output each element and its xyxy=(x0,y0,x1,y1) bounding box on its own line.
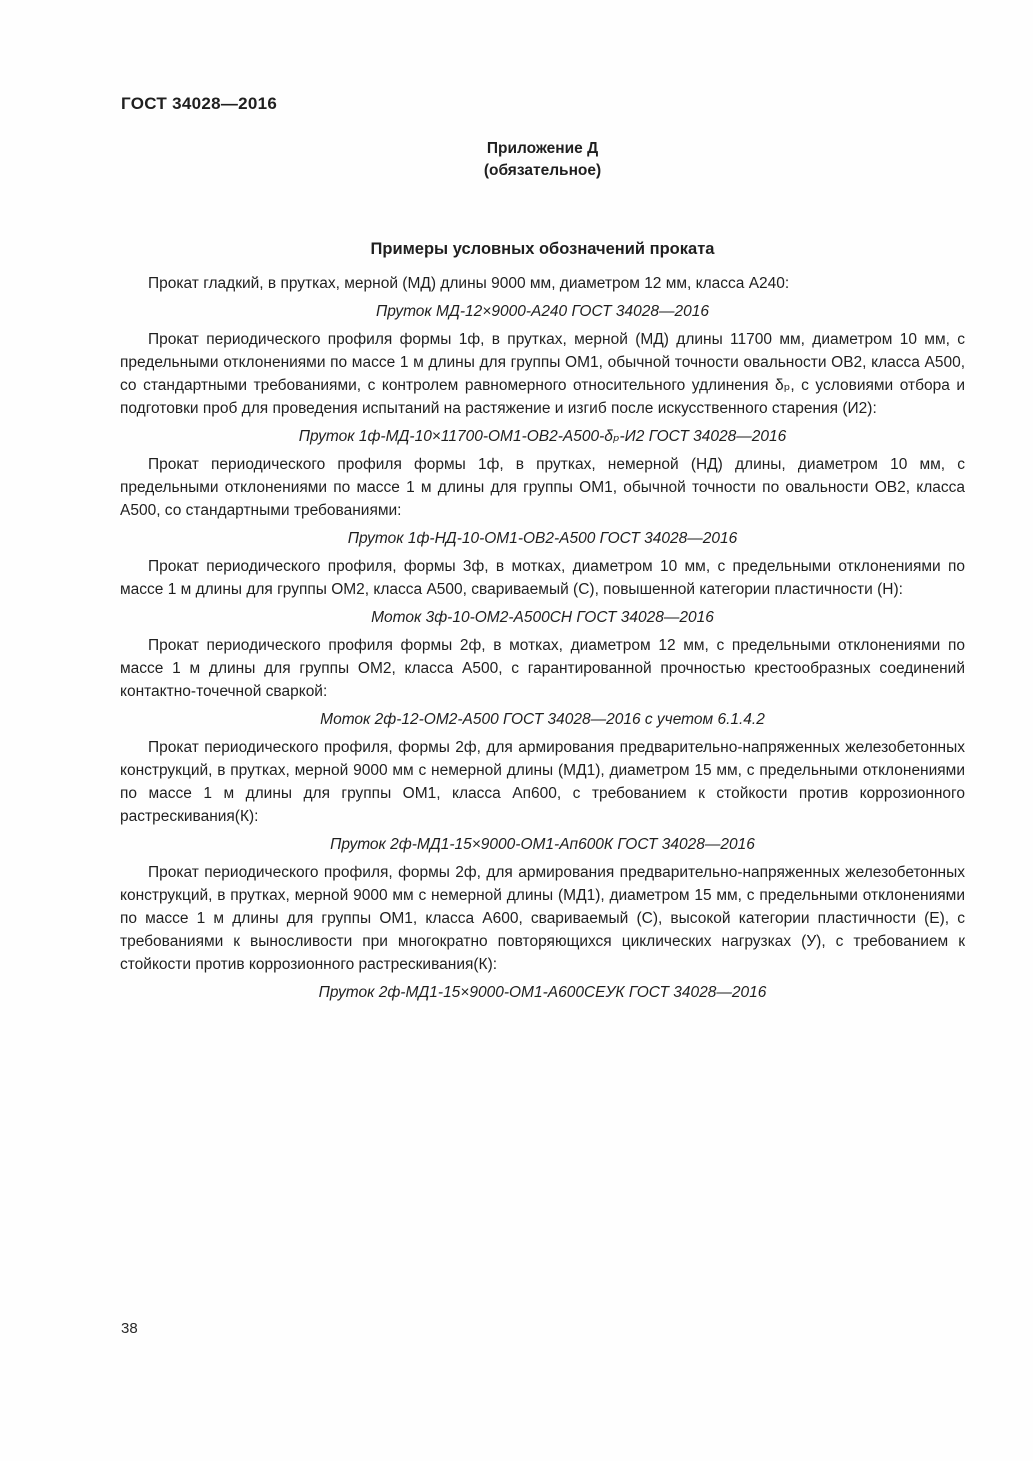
entry-3-description: Прокат периодического профиля формы 1ф, в прутках, немерной (НД) длины, диаметром 10 мм, с предельными отклонениями по массе 1 м длины для группы ОМ1, обычной точности по овальности ОВ2, класса А500, со стандартными требованиями: xyxy=(120,456,965,519)
doc-number: ГОСТ 34028—2016 xyxy=(121,94,278,113)
entry-4-designation: Моток 3ф-10-ОМ2-А500СН ГОСТ 34028—2016 xyxy=(371,609,714,626)
entry-4-description: Прокат периодического профиля, формы 3ф, в мотках, диаметром 10 мм, с предельными отклонениями по массе 1 м длины для группы ОМ2, класса А500, свариваемый (С), повышенной категории пластичности (Н): xyxy=(120,558,965,598)
page-title: Примеры условных обозначений проката xyxy=(370,240,715,258)
entry-2-description: Прокат периодического профиля формы 1ф, в прутках, мерной (МД) длины 11700 мм, диаметром 10 мм, с предельными отклонениями по массе 1 м длины для группы ОМ1, обычной точности овальности ОВ2, класса А500, со стандартными требованиями, с контролем равномерного относительного удлинения δₚ, с условиями отбора и подготовки проб для проведения испытаний на растяжение и изгиб после искусственного старения (И2): xyxy=(120,331,965,417)
entry-1-designation: Пруток МД-12×9000-А240 ГОСТ 34028—2016 xyxy=(375,303,709,320)
entry-5-description: Прокат периодического профиля формы 2ф, в мотках, диаметром 12 мм, с предельными отклонениями по массе 1 м длины для группы ОМ2, класса А500, с гарантированной прочностью крестообразных соединений контактно-точечной сваркой: xyxy=(120,637,965,700)
entry-5-designation: Моток 2ф-12-ОМ2-А500 ГОСТ 34028—2016 с учетом 6.1.4.2 xyxy=(320,711,765,728)
appendix-heading xyxy=(120,138,965,182)
designation-examples xyxy=(120,272,965,1004)
entry-7-designation: Пруток 2ф-МД1-15×9000-ОМ1-А600СЕУК ГОСТ 34028—2016 xyxy=(318,984,767,1001)
appendix-label: Приложение Д xyxy=(486,140,599,157)
page-number: 38 xyxy=(121,1320,138,1337)
entry-6-designation: Пруток 2ф-МД1-15×9000-ОМ1-Ап600К ГОСТ 34028—2016 xyxy=(330,836,755,853)
entry-2-designation: Пруток 1ф-МД-10×11700-ОМ1-ОВ2-А500-δₚ-И2 ГОСТ 34028—2016 xyxy=(298,428,787,445)
entry-1-description: Прокат гладкий, в прутках, мерной (МД) длины 9000 мм, диаметром 12 мм, класса А240: xyxy=(148,275,790,292)
appendix-kind: (обязательное) xyxy=(483,162,602,179)
entry-3-designation: Пруток 1ф-НД-10-ОМ1-ОВ2-А500 ГОСТ 34028—2016 xyxy=(347,530,738,547)
entry-6-description: Прокат периодического профиля, формы 2ф, для армирования предварительно-напряженных железобетонных конструкций, в прутках, мерной 9000 мм с немерной длины (МД1), диаметром 15 мм, с предельными отклонениями по массе 1 м длины для группы ОМ1, класса Ап600, с требованием к стойкости против коррозионного растрескивания(К): xyxy=(120,739,965,825)
entry-7-description: Прокат периодического профиля, формы 2ф, для армирования предварительно-напряженных железобетонных конструкций, в прутках, мерной 9000 мм с немерной длины (МД1), диаметром 15 мм, с предельными отклонениями по массе 1 м длины для группы ОМ1, класса А600, свариваемый (С), высокой категории пластичности (Е), с требованиями к выносливости при многократно повторяющихся циклических нагрузках (У), с требованием к стойкости против коррозионного растрескивания(К): xyxy=(120,864,965,973)
